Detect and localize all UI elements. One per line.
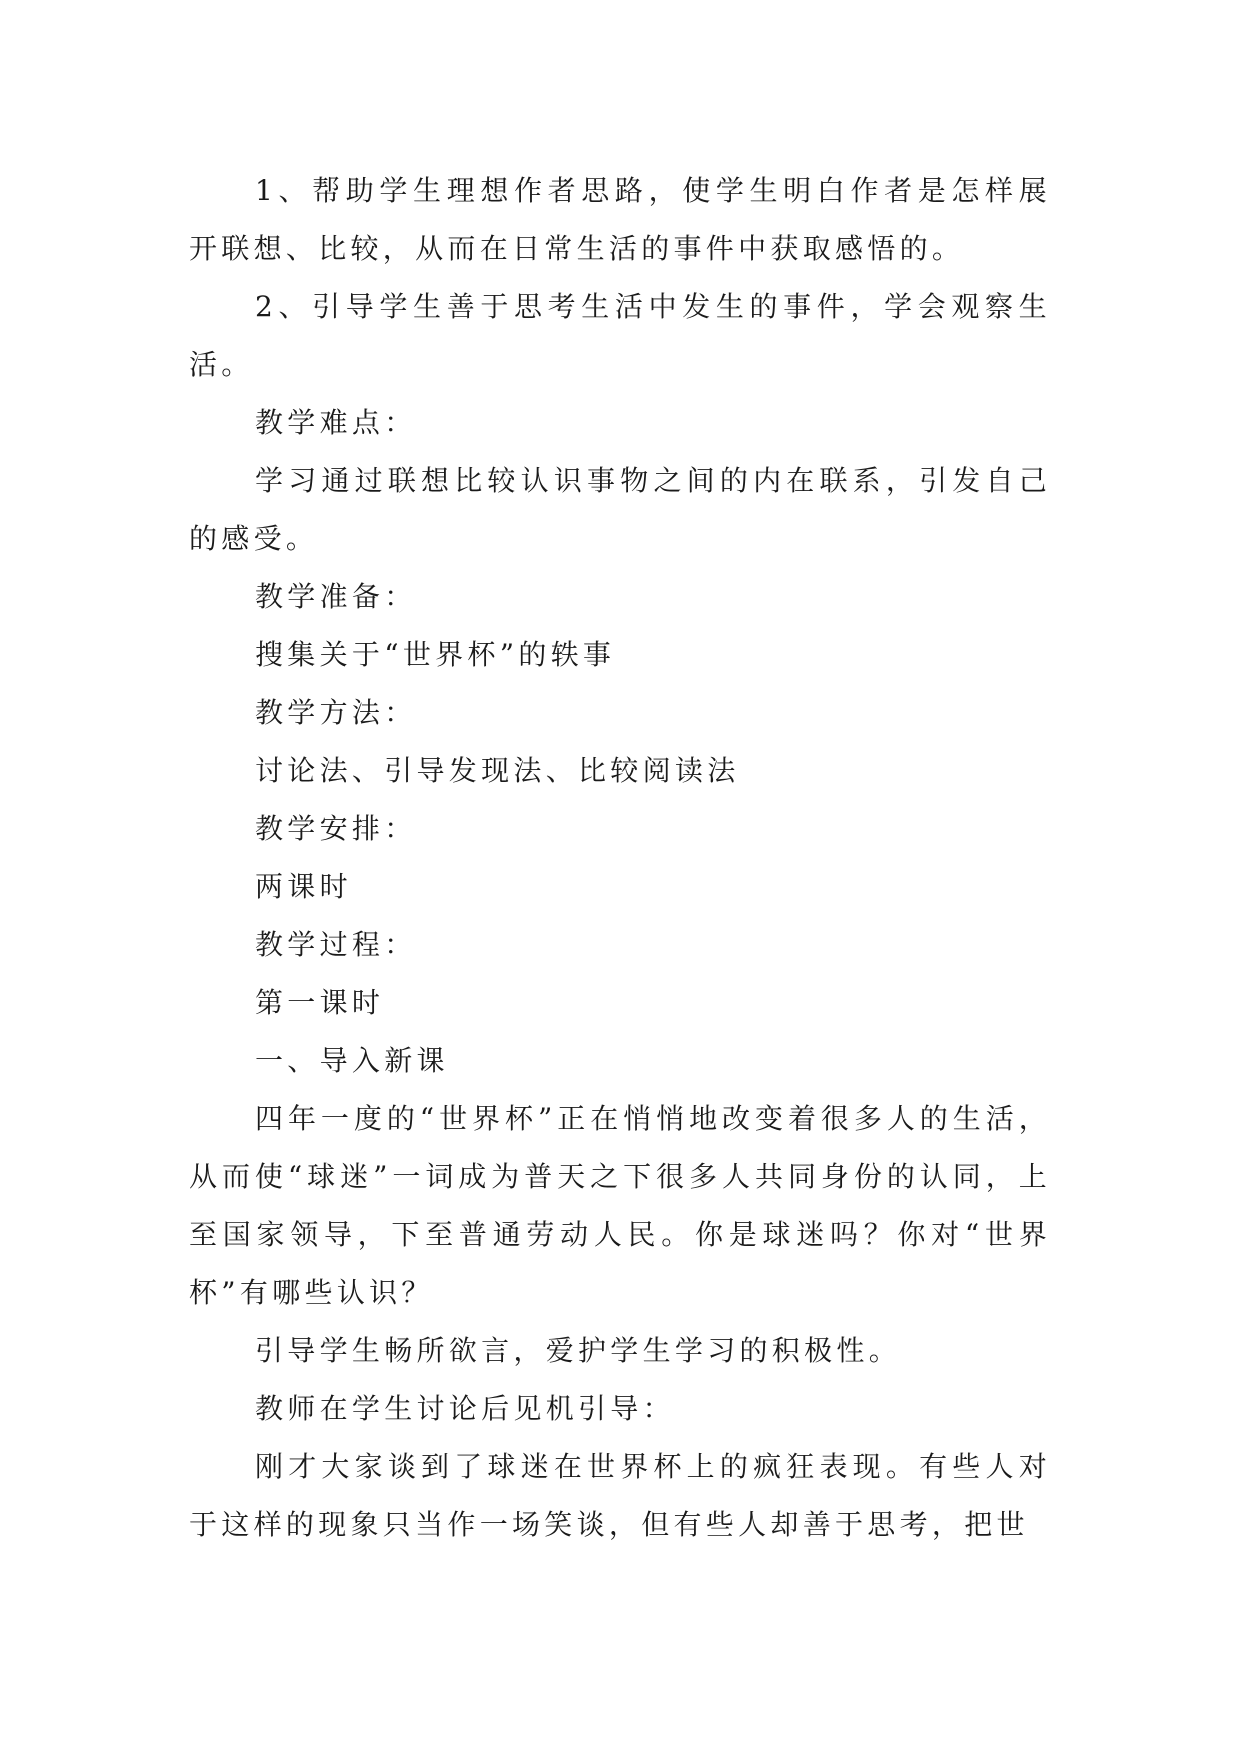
heading-teaching-preparation: 教学准备：	[255, 580, 417, 613]
paragraph-teaching-method: 讨论法、引导发现法、比较阅读法	[255, 754, 740, 787]
heading-teaching-process: 教学过程：	[255, 928, 417, 961]
paragraph-teaching-preparation: 搜集关于“世界杯”的轶事	[255, 638, 616, 671]
heading-teaching-method: 教学方法：	[255, 696, 417, 729]
heading-introduction: 一、导入新课	[255, 1044, 449, 1077]
heading-first-lesson: 第一课时	[255, 986, 385, 1019]
paragraph-objective-1: 1、帮助学生理想作者思路，使学生明白作者是怎样展开联想、比较，从而在日常生活的事件中获取感悟的。	[189, 174, 1051, 265]
paragraph-teacher-guidance: 教师在学生讨论后见机引导：	[255, 1392, 675, 1425]
paragraph-world-cup-intro: 四年一度的“世界杯”正在悄悄地改变着很多人的生活，从而使“球迷”一词成为普天之下很多人共同身份的认同，上至国家领导，下至普通劳动人民。你是球迷吗？你对“世界杯”有哪些认识？	[189, 1102, 1051, 1309]
paragraph-guide-students: 引导学生畅所欲言，爱护学生学习的积极性。	[255, 1334, 902, 1367]
heading-teaching-difficulty: 教学难点：	[255, 406, 417, 439]
paragraph-teaching-difficulty: 学习通过联想比较认识事物之间的内在联系，引发自己的感受。	[189, 464, 1051, 555]
paragraph-teaching-schedule: 两课时	[255, 870, 352, 903]
heading-teaching-schedule: 教学安排：	[255, 812, 417, 845]
document-body	[189, 162, 1051, 1554]
paragraph-objective-2: 2、引导学生善于思考生活中发生的事件，学会观察生活。	[189, 290, 1051, 381]
paragraph-fan-discussion: 刚才大家谈到了球迷在世界杯上的疯狂表现。有些人对于这样的现象只当作一场笑谈，但有些人却善于思考，把世	[189, 1450, 1051, 1541]
